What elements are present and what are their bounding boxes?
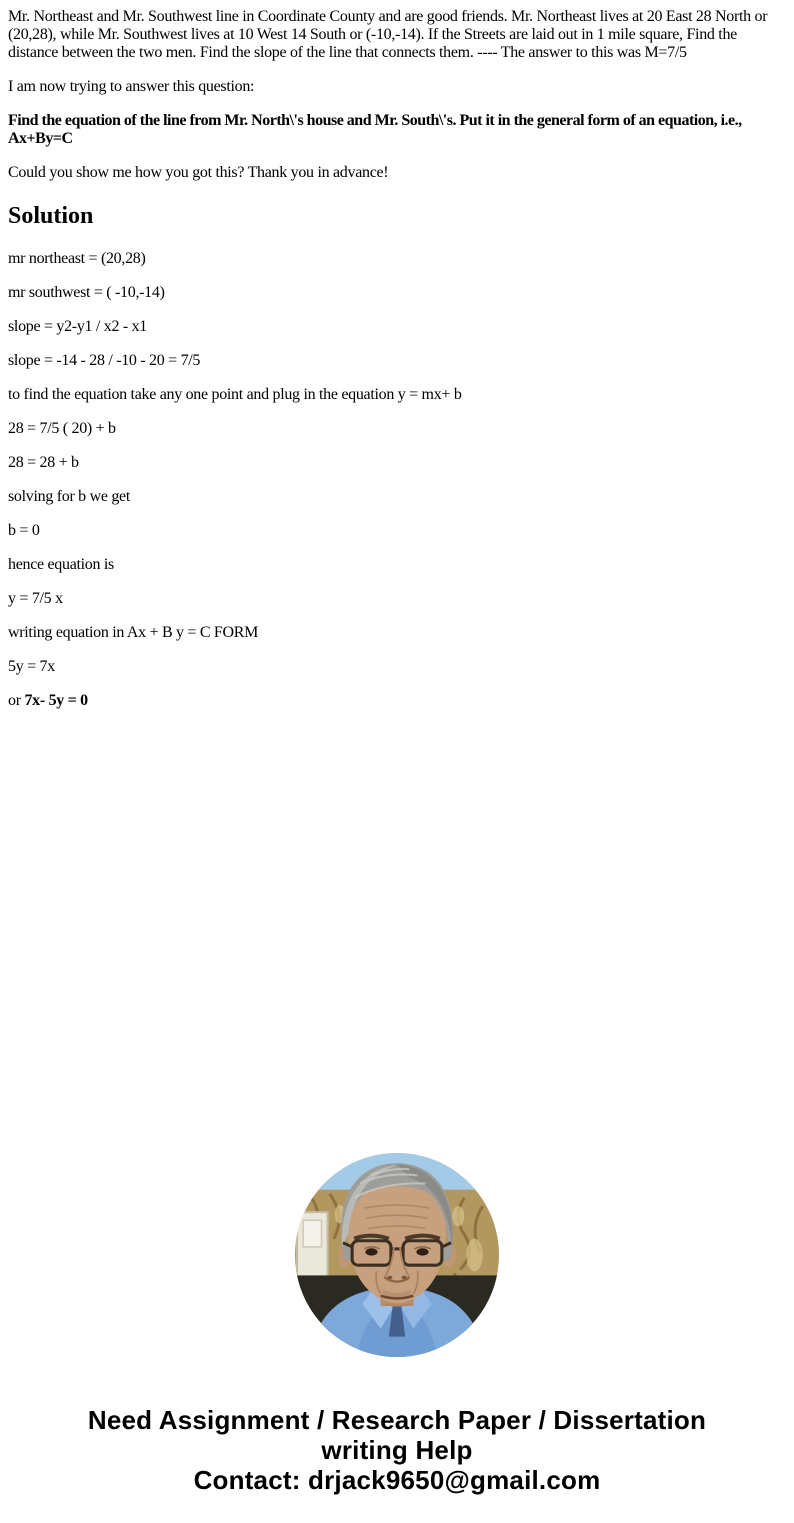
solution-step-7: 28 = 28 + b xyxy=(8,454,79,471)
solution-step-4: slope = -14 - 28 / -10 - 20 = 7/5 xyxy=(8,352,201,369)
solution-step-6: 28 = 7/5 ( 20) + b xyxy=(8,420,116,437)
solution-step-10: hence equation is xyxy=(8,556,114,573)
final-answer: 7x- 5y = 0 xyxy=(24,692,88,709)
final-answer-prefix: or xyxy=(8,692,25,709)
question-intro: Mr. Northeast and Mr. Southwest line in Coordinate County and are good friends. Mr. Northeast lives at 20 East 28 North or (20,28), while Mr. Southwest lives at 10 West 14 South or (-10,-14). If the Streets are laid out in 1 mile square, Find the distance between the two men. Find the slope of the line that connects them. ---- The answer to this was M=7/5 xyxy=(8,8,768,61)
person-photo-icon xyxy=(295,1153,499,1357)
tutor-avatar xyxy=(295,1153,499,1357)
solution-heading: Solution xyxy=(8,203,94,229)
footer-help-text: Need Assignment / Research Paper / Dissertation writing Help xyxy=(87,1405,707,1465)
solution-final-line xyxy=(8,692,786,710)
solution-step-5: to find the equation take any one point and plug in the equation y = mx+ b xyxy=(8,386,462,403)
solution-step-12: writing equation in Ax + B y = C FORM xyxy=(8,624,259,641)
question-lead-in: I am now trying to answer this question: xyxy=(8,78,255,95)
solution-step-8: solving for b we get xyxy=(8,488,130,505)
solution-step-3: slope = y2-y1 / x2 - x1 xyxy=(8,318,147,335)
footer-banner xyxy=(8,1405,786,1495)
document-body xyxy=(8,8,786,1495)
solution-step-2: mr southwest = ( -10,-14) xyxy=(8,284,165,301)
solution-step-13: 5y = 7x xyxy=(8,658,55,675)
question-prompt: Find the equation of the line from Mr. North\'s house and Mr. South\'s. Put it in the general form of an equation, i.e., Ax+By=C xyxy=(8,112,742,147)
solution-step-11: y = 7/5 x xyxy=(8,590,63,607)
footer-contact-line xyxy=(8,1465,786,1495)
footer-contact-prefix: Contact: xyxy=(193,1465,309,1495)
question-closing: Could you show me how you got this? Thank you in advance! xyxy=(8,164,389,181)
footer-contact-email: drjack9650@gmail.com xyxy=(308,1465,601,1495)
solution-step-9: b = 0 xyxy=(8,522,40,539)
solution-step-1: mr northeast = (20,28) xyxy=(8,250,146,267)
